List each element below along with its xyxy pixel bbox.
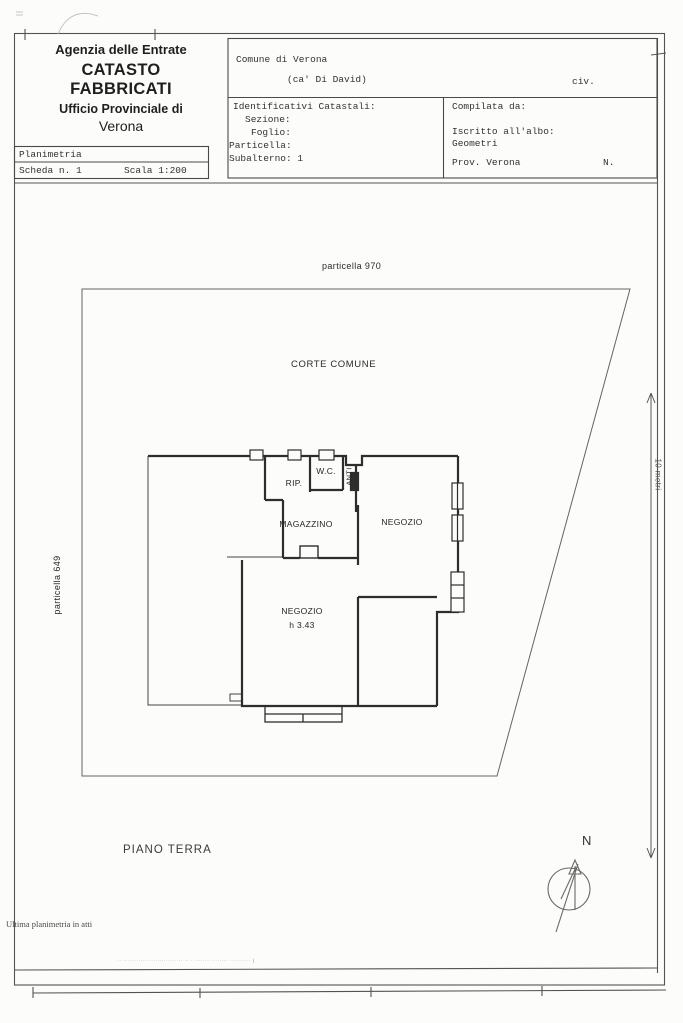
room-rip-label: RIP. (285, 478, 303, 488)
subalterno-field: Subalterno: 1 (229, 153, 304, 164)
albo-label: Iscritto all'albo: (452, 126, 555, 137)
office-line: Ufficio Provinciale di (59, 102, 183, 116)
scan-artifact-marks (16, 12, 98, 34)
room-negozio-lower-label: NEGOZIO (281, 606, 323, 616)
entrance-porch (265, 706, 342, 722)
compilata-title: Compilata da: (452, 101, 527, 112)
n-label: N. (603, 157, 615, 168)
scan-artifact-text: ·· ···························· ·· · ······· ········ ·········· ) (118, 958, 255, 963)
room-negozio-height-label: h 3.43 (289, 620, 315, 630)
foglio-field: Foglio: (251, 127, 291, 138)
room-wc-label: W.C. (316, 466, 336, 476)
parcel-left-label: particella 649 (52, 555, 62, 615)
planimetria-label: Planimetria (19, 149, 82, 160)
sezione-field: Sezione: (245, 114, 291, 125)
scale-bar-label: 10 metri (653, 458, 663, 491)
floor-label: PIANO TERRA (123, 844, 212, 856)
scala-label: Scala 1:200 (124, 165, 187, 176)
particella-field: Particella: (229, 140, 292, 151)
north-arrow-icon (548, 860, 590, 932)
locality-line: (ca' Di David) (287, 74, 367, 85)
room-negozio-upper-label: NEGOZIO (381, 517, 423, 527)
registry-name: CATASTO FABBRICATI (70, 61, 172, 98)
civ-label: civ. (572, 76, 595, 87)
albo-value: Geometri (452, 138, 498, 149)
annex-outline (148, 456, 283, 705)
parcel-top-label: particella 970 (322, 261, 382, 271)
comune-line: Comune di Verona (236, 54, 328, 65)
room-magazzino-label: MAGAZZINO (279, 519, 333, 529)
north-label: N (582, 833, 592, 848)
prov-field: Prov. Verona (452, 157, 521, 168)
courtyard-label: CORTE COMUNE (291, 359, 377, 370)
room-anti-label: ANTI (344, 467, 354, 486)
agency-header (32, 42, 210, 134)
office-city: Verona (98, 118, 144, 134)
building-walls (148, 456, 458, 706)
scheda-label: Scheda n. 1 (19, 165, 82, 176)
chimney-box (300, 546, 318, 558)
last-plan-note: Ultima planimetria in atti (6, 919, 93, 929)
identificativi-title: Identificativi Catastali: (233, 101, 376, 112)
agency-name: Agenzia delle Entrate (55, 42, 187, 57)
